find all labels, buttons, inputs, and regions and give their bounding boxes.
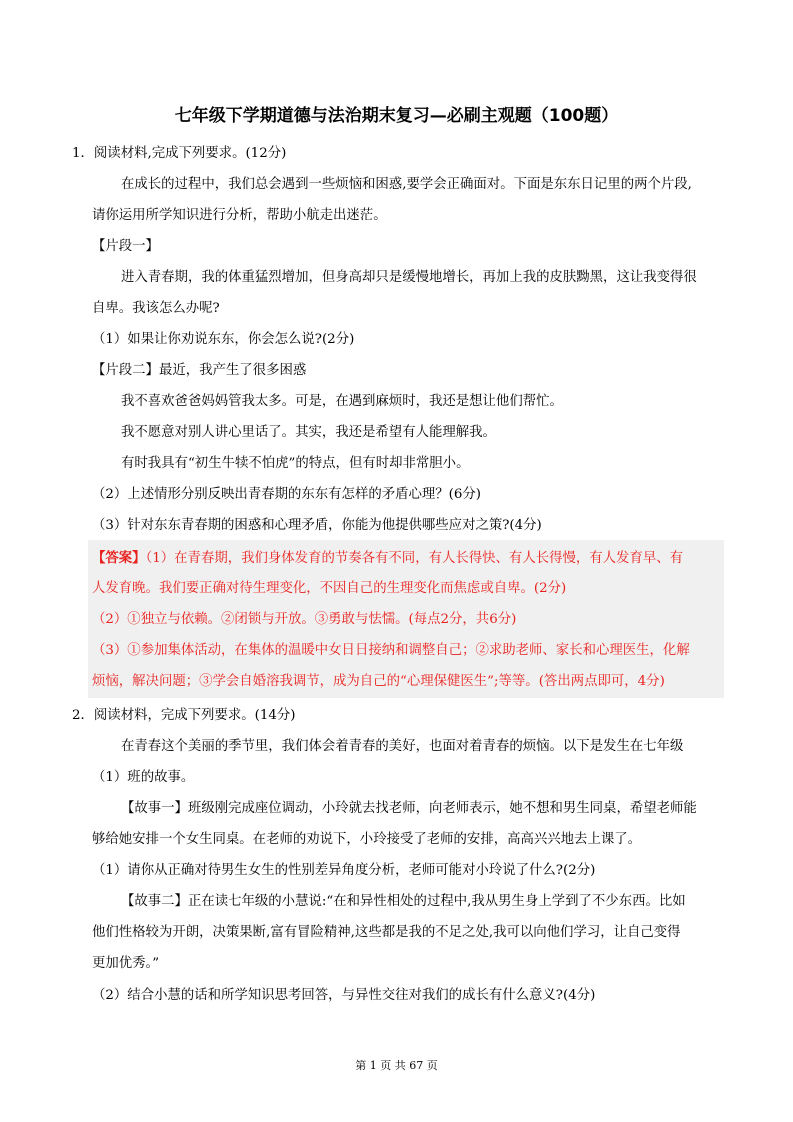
- question-2-stem: 2．阅读材料，完成下列要求。(14分): [72, 708, 296, 723]
- q2-story-2-line-1: 【故事二】正在读七年级的小慧说:“在和异性相处的过程中,我从男生身上学到了不少东西。比如: [121, 894, 686, 909]
- q1-sub-question-1: （1）如果让你劝说东东，你会怎么说?(2分): [92, 332, 355, 347]
- q1-fragment-1-line-2: 自卑。我该怎么办呢?: [92, 301, 220, 316]
- q1-sub-question-2: （2）上述情形分别反映出青春期的东东有怎样的矛盾心理？(6分): [92, 487, 482, 502]
- q2-story-1-line-1: 【故事一】班级刚完成座位调动，小玲就去找老师，向老师表示，她不想和男生同桌，希望老师能: [121, 801, 697, 816]
- q1-intro-line-2: 请你运用所学知识进行分析，帮助小航走出迷茫。: [92, 208, 387, 223]
- question-1-stem: 1．阅读材料,完成下列要求。(12分): [72, 146, 287, 161]
- answer-3-part-2: 烦恼，解决问题；③学会自婚溶我调节，成为自己的“心理保健医生”;等等。(答出两点即可，4分): [92, 674, 665, 689]
- q2-intro-line-1: 在青春这个美丽的季节里，我们体会着青春的美好，也面对着青春的烦恼。以下是发生在七年级: [121, 739, 684, 754]
- answer-2: （2）①独立与依赖。②闭锁与开放。③勇敢与怯懦。(每点2分，共6分): [92, 612, 517, 627]
- q2-sub-question-1: （1）请你从正确对待男生女生的性别差异角度分析，老师可能对小玲说了什么?(2分): [92, 863, 596, 878]
- q1-fragment-2-line-3: 有时我具有“初生牛犊不怕虎”的特点，但有时却非常胆小。: [121, 456, 470, 471]
- q1-fragment-1-heading: 【片段一】: [92, 239, 159, 254]
- q2-sub-question-2: （2）结合小慧的话和所学知识思考回答，与异性交往对我们的成长有什么意义?(4分): [92, 988, 596, 1003]
- q1-sub-question-3: （3）针对东东青春期的困惑和心理矛盾，你能为他提供哪些应对之策?(4分): [92, 518, 542, 533]
- page-number-footer: 第 1 页 共 67 页: [355, 1059, 438, 1072]
- q1-fragment-1-line-1: 进入青春期，我的体重猛烈增加，但身高却只是缓慢地增长，再加上我的皮肤黝黑，这让我变得很: [121, 270, 697, 285]
- q2-story-2-line-3: 更加优秀。”: [92, 956, 160, 971]
- q1-fragment-2-line-2: 我不愿意对别人讲心里话了。其实，我还是希望有人能理解我。: [121, 425, 496, 440]
- answer-1-part-2: 人发育晚。我们要正确对待生理变化，不因自己的生理变化而焦虑或自卑。(2分): [92, 581, 567, 596]
- answer-1-part-1: （1）在青春期，我们身体发育的节奏各有不同，有人长得快、有人长得慢，有人发育早、有: [145, 551, 684, 566]
- q2-story-1-line-2: 够给她安排一个女生同桌。在老师的劝说下，小玲接受了老师的安排，高高兴兴地去上课了。: [92, 832, 642, 847]
- answer-3-part-1: （3）①参加集体活动，在集体的温暖中女日日接纳和调整自己；②求助老师、家长和心理医生，化解: [92, 643, 690, 658]
- answer-line-1: [92, 548, 683, 569]
- q1-fragment-2-line-1: 我不喜欢爸爸妈妈管我太多。可是，在遇到麻烦时，我还是想让他们帮忙。: [121, 394, 563, 409]
- answer-tag: 【答案】: [92, 550, 146, 566]
- q1-intro-line-1: 在成长的过程中，我们总会遇到一些烦恼和困惑,要学会正确面对。下面是东东日记里的两个片段,: [121, 177, 692, 192]
- q2-intro-line-2: （1）班的故事。: [92, 770, 195, 785]
- q2-story-2-line-2: 他们性格较为开朗，决策果断,富有冒险精神,这些都是我的不足之处,我可以向他们学习，让自己变得: [92, 925, 681, 940]
- page-title: 七年级下学期道德与法治期末复习—必刷主观题（100题）: [174, 106, 619, 126]
- q1-fragment-2-heading: 【片段二】最近，我产生了很多困惑: [92, 363, 307, 378]
